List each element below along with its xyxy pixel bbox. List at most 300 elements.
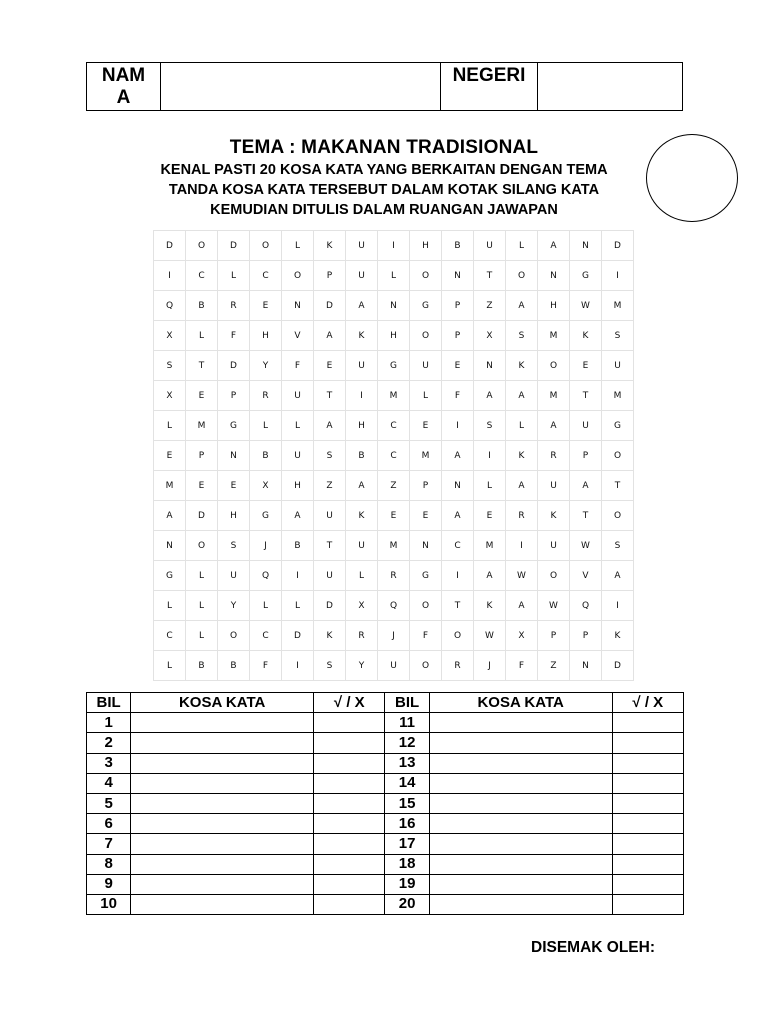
- nama-field[interactable]: [161, 63, 441, 111]
- grid-cell[interactable]: B: [186, 651, 218, 681]
- page-title: TEMA : MAKANAN TRADISIONAL: [229, 137, 539, 158]
- grid-cell[interactable]: I: [442, 561, 474, 591]
- answer-table: [86, 692, 684, 915]
- grid-cell[interactable]: O: [410, 591, 442, 621]
- grid-cell[interactable]: F: [218, 321, 250, 351]
- grid-cell[interactable]: M: [474, 531, 506, 561]
- kosa-kata-field[interactable]: [131, 773, 314, 793]
- grid-cell[interactable]: K: [506, 351, 538, 381]
- grid-cell[interactable]: U: [474, 231, 506, 261]
- grid-cell[interactable]: K: [506, 441, 538, 471]
- grid-cell[interactable]: E: [186, 471, 218, 501]
- mark-field[interactable]: [612, 773, 683, 793]
- grid-cell[interactable]: J: [250, 531, 282, 561]
- kosa-kata-field[interactable]: [131, 854, 314, 874]
- grid-cell[interactable]: R: [442, 651, 474, 681]
- grid-cell[interactable]: T: [570, 381, 602, 411]
- grid-cell[interactable]: U: [410, 351, 442, 381]
- grid-cell[interactable]: S: [154, 351, 186, 381]
- grid-cell[interactable]: A: [506, 291, 538, 321]
- grid-cell[interactable]: P: [442, 321, 474, 351]
- grid-cell[interactable]: Y: [218, 591, 250, 621]
- grid-cell[interactable]: U: [314, 501, 346, 531]
- grid-cell[interactable]: D: [602, 651, 634, 681]
- grid-cell[interactable]: A: [506, 591, 538, 621]
- grid-cell[interactable]: F: [250, 651, 282, 681]
- grid-cell[interactable]: T: [442, 591, 474, 621]
- grid-cell[interactable]: I: [602, 591, 634, 621]
- grid-cell[interactable]: G: [378, 351, 410, 381]
- grid-cell[interactable]: T: [602, 471, 634, 501]
- grid-cell[interactable]: T: [314, 531, 346, 561]
- grid-cell[interactable]: K: [602, 621, 634, 651]
- grid-cell[interactable]: G: [410, 561, 442, 591]
- grid-cell[interactable]: D: [314, 291, 346, 321]
- grid-cell[interactable]: A: [538, 411, 570, 441]
- grid-cell[interactable]: A: [346, 291, 378, 321]
- grid-cell[interactable]: O: [410, 321, 442, 351]
- kosa-kata-field[interactable]: [429, 773, 612, 793]
- mark-field[interactable]: [612, 874, 683, 894]
- grid-cell[interactable]: R: [218, 291, 250, 321]
- kosa-kata-field[interactable]: [131, 874, 314, 894]
- grid-cell[interactable]: U: [378, 651, 410, 681]
- grid-cell[interactable]: Q: [570, 591, 602, 621]
- score-circle: [646, 134, 738, 222]
- grid-cell[interactable]: X: [250, 471, 282, 501]
- grid-cell[interactable]: D: [186, 501, 218, 531]
- kosa-kata-field[interactable]: [429, 854, 612, 874]
- grid-cell[interactable]: O: [218, 621, 250, 651]
- bil-number: 5: [87, 793, 131, 813]
- grid-cell[interactable]: U: [602, 351, 634, 381]
- grid-cell[interactable]: L: [282, 591, 314, 621]
- grid-cell[interactable]: E: [410, 501, 442, 531]
- kosa-kata-field[interactable]: [429, 753, 612, 773]
- grid-cell[interactable]: F: [506, 651, 538, 681]
- mark-field[interactable]: [314, 854, 385, 874]
- mark-field[interactable]: [612, 793, 683, 813]
- grid-cell[interactable]: X: [506, 621, 538, 651]
- grid-cell[interactable]: H: [538, 291, 570, 321]
- grid-cell[interactable]: X: [154, 321, 186, 351]
- grid-cell[interactable]: P: [570, 441, 602, 471]
- grid-cell[interactable]: L: [474, 471, 506, 501]
- grid-cell[interactable]: H: [378, 321, 410, 351]
- bil-number: 16: [385, 814, 429, 834]
- grid-cell[interactable]: O: [506, 261, 538, 291]
- bil-number: 14: [385, 773, 429, 793]
- grid-cell[interactable]: P: [314, 261, 346, 291]
- grid-cell[interactable]: N: [282, 291, 314, 321]
- grid-cell[interactable]: O: [250, 231, 282, 261]
- grid-cell[interactable]: I: [506, 531, 538, 561]
- kosa-kata-field[interactable]: [429, 733, 612, 753]
- grid-cell[interactable]: S: [474, 411, 506, 441]
- grid-cell[interactable]: U: [538, 471, 570, 501]
- grid-cell[interactable]: T: [186, 351, 218, 381]
- grid-cell[interactable]: T: [314, 381, 346, 411]
- grid-cell[interactable]: A: [346, 471, 378, 501]
- grid-cell[interactable]: P: [442, 291, 474, 321]
- grid-cell[interactable]: U: [570, 411, 602, 441]
- grid-cell[interactable]: E: [218, 471, 250, 501]
- grid-row: [154, 291, 634, 321]
- kosa-kata-field[interactable]: [131, 793, 314, 813]
- grid-cell[interactable]: K: [314, 621, 346, 651]
- grid-cell[interactable]: U: [346, 261, 378, 291]
- grid-cell[interactable]: A: [314, 321, 346, 351]
- grid-cell[interactable]: L: [186, 621, 218, 651]
- grid-cell[interactable]: M: [154, 471, 186, 501]
- nama-label: NAMA: [87, 63, 161, 111]
- grid-cell[interactable]: U: [346, 231, 378, 261]
- grid-cell[interactable]: Q: [378, 591, 410, 621]
- grid-cell[interactable]: A: [442, 501, 474, 531]
- mark-field[interactable]: [612, 894, 683, 914]
- grid-cell[interactable]: W: [570, 291, 602, 321]
- grid-cell[interactable]: D: [314, 591, 346, 621]
- grid-cell[interactable]: S: [602, 531, 634, 561]
- grid-cell[interactable]: P: [218, 381, 250, 411]
- grid-cell[interactable]: O: [282, 261, 314, 291]
- grid-cell[interactable]: U: [218, 561, 250, 591]
- grid-cell[interactable]: O: [602, 441, 634, 471]
- grid-cell[interactable]: L: [186, 561, 218, 591]
- grid-cell[interactable]: A: [442, 441, 474, 471]
- grid-cell[interactable]: W: [506, 561, 538, 591]
- grid-cell[interactable]: O: [538, 351, 570, 381]
- grid-cell[interactable]: F: [442, 381, 474, 411]
- grid-cell[interactable]: C: [378, 441, 410, 471]
- grid-cell[interactable]: Z: [538, 651, 570, 681]
- grid-cell[interactable]: G: [602, 411, 634, 441]
- grid-cell[interactable]: O: [410, 651, 442, 681]
- grid-cell[interactable]: S: [506, 321, 538, 351]
- mark-field[interactable]: [612, 834, 683, 854]
- grid-cell[interactable]: M: [602, 291, 634, 321]
- grid-cell[interactable]: W: [538, 591, 570, 621]
- grid-cell[interactable]: C: [154, 621, 186, 651]
- grid-cell[interactable]: G: [250, 501, 282, 531]
- kosa-kata-field[interactable]: [131, 733, 314, 753]
- grid-cell[interactable]: L: [346, 561, 378, 591]
- grid-cell[interactable]: A: [538, 231, 570, 261]
- grid-cell[interactable]: V: [282, 321, 314, 351]
- bil-number: 20: [385, 894, 429, 914]
- kosa-kata-field[interactable]: [429, 894, 612, 914]
- grid-cell[interactable]: B: [442, 231, 474, 261]
- mark-field[interactable]: [314, 733, 385, 753]
- grid-cell[interactable]: K: [474, 591, 506, 621]
- grid-cell[interactable]: G: [218, 411, 250, 441]
- grid-cell[interactable]: A: [474, 561, 506, 591]
- grid-cell[interactable]: I: [282, 561, 314, 591]
- grid-cell[interactable]: I: [346, 381, 378, 411]
- grid-cell[interactable]: P: [186, 441, 218, 471]
- grid-row: [154, 501, 634, 531]
- grid-cell[interactable]: O: [186, 231, 218, 261]
- grid-cell[interactable]: S: [218, 531, 250, 561]
- grid-cell[interactable]: Z: [378, 471, 410, 501]
- grid-cell[interactable]: F: [410, 621, 442, 651]
- mark-field[interactable]: [314, 894, 385, 914]
- grid-cell[interactable]: U: [538, 531, 570, 561]
- grid-cell[interactable]: H: [218, 501, 250, 531]
- grid-cell[interactable]: E: [378, 501, 410, 531]
- grid-cell[interactable]: J: [474, 651, 506, 681]
- negeri-field[interactable]: [538, 63, 683, 111]
- grid-cell[interactable]: M: [186, 411, 218, 441]
- grid-cell[interactable]: R: [538, 441, 570, 471]
- grid-cell[interactable]: Y: [346, 651, 378, 681]
- grid-cell[interactable]: A: [474, 381, 506, 411]
- grid-cell[interactable]: L: [410, 381, 442, 411]
- kosa-kata-field[interactable]: [429, 713, 612, 733]
- grid-cell[interactable]: E: [410, 411, 442, 441]
- grid-cell[interactable]: I: [154, 261, 186, 291]
- grid-cell[interactable]: L: [154, 591, 186, 621]
- grid-cell[interactable]: E: [474, 501, 506, 531]
- bil-number: 15: [385, 793, 429, 813]
- grid-cell[interactable]: N: [474, 351, 506, 381]
- mark-field[interactable]: [314, 753, 385, 773]
- grid-cell[interactable]: L: [282, 411, 314, 441]
- grid-cell[interactable]: H: [250, 321, 282, 351]
- grid-cell[interactable]: U: [282, 381, 314, 411]
- bil-number: 10: [87, 894, 131, 914]
- grid-cell[interactable]: U: [314, 561, 346, 591]
- grid-cell[interactable]: Z: [474, 291, 506, 321]
- grid-cell[interactable]: N: [378, 291, 410, 321]
- grid-cell[interactable]: C: [250, 621, 282, 651]
- grid-cell[interactable]: C: [442, 531, 474, 561]
- grid-cell[interactable]: A: [154, 501, 186, 531]
- grid-cell[interactable]: G: [154, 561, 186, 591]
- grid-cell[interactable]: L: [378, 261, 410, 291]
- grid-cell[interactable]: L: [250, 411, 282, 441]
- grid-cell[interactable]: U: [346, 531, 378, 561]
- grid-cell[interactable]: U: [346, 351, 378, 381]
- word-search-grid: [153, 230, 634, 681]
- grid-cell[interactable]: C: [378, 411, 410, 441]
- grid-cell[interactable]: M: [538, 321, 570, 351]
- grid-cell[interactable]: E: [442, 351, 474, 381]
- kosa-kata-field[interactable]: [429, 874, 612, 894]
- grid-cell[interactable]: N: [570, 651, 602, 681]
- grid-cell[interactable]: D: [154, 231, 186, 261]
- mark-field[interactable]: [612, 814, 683, 834]
- grid-cell[interactable]: N: [442, 261, 474, 291]
- grid-cell[interactable]: M: [378, 381, 410, 411]
- answer-row: [87, 793, 684, 813]
- bil-number: 18: [385, 854, 429, 874]
- grid-cell[interactable]: I: [378, 231, 410, 261]
- grid-cell[interactable]: R: [378, 561, 410, 591]
- grid-row: [154, 621, 634, 651]
- grid-cell[interactable]: Z: [314, 471, 346, 501]
- kosa-kata-field[interactable]: [131, 834, 314, 854]
- grid-cell[interactable]: N: [442, 471, 474, 501]
- grid-cell[interactable]: T: [570, 501, 602, 531]
- grid-cell[interactable]: P: [570, 621, 602, 651]
- grid-cell[interactable]: O: [410, 261, 442, 291]
- grid-cell[interactable]: P: [538, 621, 570, 651]
- mark-field[interactable]: [314, 814, 385, 834]
- grid-cell[interactable]: B: [282, 531, 314, 561]
- grid-cell[interactable]: H: [282, 471, 314, 501]
- kosa-kata-field[interactable]: [131, 814, 314, 834]
- grid-cell[interactable]: X: [154, 381, 186, 411]
- header-mark-left: √ / X: [314, 693, 385, 713]
- grid-cell[interactable]: I: [442, 411, 474, 441]
- grid-cell[interactable]: S: [314, 441, 346, 471]
- grid-cell[interactable]: S: [602, 321, 634, 351]
- grid-cell[interactable]: D: [218, 351, 250, 381]
- grid-cell[interactable]: B: [218, 651, 250, 681]
- kosa-kata-field[interactable]: [429, 834, 612, 854]
- grid-cell[interactable]: Q: [154, 291, 186, 321]
- mark-field[interactable]: [612, 713, 683, 733]
- grid-cell[interactable]: M: [410, 441, 442, 471]
- grid-row: [154, 261, 634, 291]
- grid-cell[interactable]: A: [282, 501, 314, 531]
- grid-cell[interactable]: K: [538, 501, 570, 531]
- grid-cell[interactable]: M: [602, 381, 634, 411]
- kosa-kata-field[interactable]: [131, 753, 314, 773]
- bil-number: 8: [87, 854, 131, 874]
- grid-cell[interactable]: N: [154, 531, 186, 561]
- grid-cell[interactable]: M: [538, 381, 570, 411]
- grid-cell[interactable]: K: [314, 231, 346, 261]
- grid-cell[interactable]: L: [186, 321, 218, 351]
- mark-field[interactable]: [314, 713, 385, 733]
- grid-cell[interactable]: O: [602, 501, 634, 531]
- grid-cell[interactable]: A: [506, 471, 538, 501]
- bil-number: 6: [87, 814, 131, 834]
- disemak-label: DISEMAK OLEH:: [531, 939, 655, 956]
- bil-number: 17: [385, 834, 429, 854]
- grid-cell[interactable]: G: [410, 291, 442, 321]
- grid-cell[interactable]: A: [570, 471, 602, 501]
- grid-cell[interactable]: C: [186, 261, 218, 291]
- grid-cell[interactable]: A: [314, 411, 346, 441]
- grid-cell[interactable]: K: [570, 321, 602, 351]
- answer-row: [87, 814, 684, 834]
- grid-cell[interactable]: K: [346, 321, 378, 351]
- grid-cell[interactable]: L: [154, 411, 186, 441]
- grid-cell[interactable]: H: [410, 231, 442, 261]
- grid-cell[interactable]: L: [186, 591, 218, 621]
- mark-field[interactable]: [314, 793, 385, 813]
- kosa-kata-field[interactable]: [131, 713, 314, 733]
- mark-field[interactable]: [314, 874, 385, 894]
- grid-cell[interactable]: E: [250, 291, 282, 321]
- answer-row: [87, 713, 684, 733]
- grid-cell[interactable]: R: [250, 381, 282, 411]
- grid-cell[interactable]: G: [570, 261, 602, 291]
- grid-cell[interactable]: N: [538, 261, 570, 291]
- grid-cell[interactable]: A: [602, 561, 634, 591]
- grid-cell[interactable]: L: [506, 231, 538, 261]
- header-kosa-kata-right: KOSA KATA: [429, 693, 612, 713]
- grid-cell[interactable]: R: [506, 501, 538, 531]
- grid-cell[interactable]: I: [602, 261, 634, 291]
- grid-cell[interactable]: J: [378, 621, 410, 651]
- answer-row: [87, 733, 684, 753]
- grid-cell[interactable]: T: [474, 261, 506, 291]
- grid-cell[interactable]: L: [218, 261, 250, 291]
- grid-cell[interactable]: D: [282, 621, 314, 651]
- answer-row: [87, 834, 684, 854]
- grid-cell[interactable]: N: [410, 531, 442, 561]
- mark-field[interactable]: [612, 854, 683, 874]
- grid-cell[interactable]: R: [346, 621, 378, 651]
- kosa-kata-field[interactable]: [429, 793, 612, 813]
- bil-number: 7: [87, 834, 131, 854]
- grid-cell[interactable]: I: [282, 651, 314, 681]
- grid-cell[interactable]: B: [186, 291, 218, 321]
- grid-cell[interactable]: L: [154, 651, 186, 681]
- grid-cell[interactable]: B: [346, 441, 378, 471]
- mark-field[interactable]: [612, 753, 683, 773]
- mark-field[interactable]: [314, 773, 385, 793]
- grid-cell[interactable]: D: [602, 231, 634, 261]
- grid-cell[interactable]: L: [250, 591, 282, 621]
- grid-cell[interactable]: W: [570, 531, 602, 561]
- mark-field[interactable]: [612, 733, 683, 753]
- grid-cell[interactable]: O: [442, 621, 474, 651]
- grid-cell[interactable]: O: [538, 561, 570, 591]
- grid-cell[interactable]: I: [474, 441, 506, 471]
- grid-cell[interactable]: O: [186, 531, 218, 561]
- grid-cell[interactable]: H: [346, 411, 378, 441]
- grid-cell[interactable]: A: [506, 381, 538, 411]
- grid-cell[interactable]: F: [282, 351, 314, 381]
- grid-cell[interactable]: Y: [250, 351, 282, 381]
- grid-cell[interactable]: E: [154, 441, 186, 471]
- mark-field[interactable]: [314, 834, 385, 854]
- grid-cell[interactable]: N: [570, 231, 602, 261]
- grid-cell[interactable]: N: [218, 441, 250, 471]
- grid-cell[interactable]: W: [474, 621, 506, 651]
- grid-cell[interactable]: U: [282, 441, 314, 471]
- grid-cell[interactable]: E: [314, 351, 346, 381]
- bil-number: 12: [385, 733, 429, 753]
- grid-cell[interactable]: E: [186, 381, 218, 411]
- grid-cell[interactable]: K: [346, 501, 378, 531]
- grid-cell[interactable]: X: [474, 321, 506, 351]
- grid-cell[interactable]: E: [570, 351, 602, 381]
- grid-cell[interactable]: P: [410, 471, 442, 501]
- header-table: [86, 62, 683, 111]
- grid-cell[interactable]: L: [506, 411, 538, 441]
- grid-cell[interactable]: C: [250, 261, 282, 291]
- grid-cell[interactable]: D: [218, 231, 250, 261]
- grid-cell[interactable]: B: [250, 441, 282, 471]
- grid-cell[interactable]: V: [570, 561, 602, 591]
- grid-cell[interactable]: Q: [250, 561, 282, 591]
- bil-number: 4: [87, 773, 131, 793]
- grid-cell[interactable]: L: [282, 231, 314, 261]
- kosa-kata-field[interactable]: [131, 894, 314, 914]
- grid-cell[interactable]: S: [314, 651, 346, 681]
- grid-cell[interactable]: M: [378, 531, 410, 561]
- grid-cell[interactable]: X: [346, 591, 378, 621]
- answer-row: [87, 854, 684, 874]
- grid-row: [154, 411, 634, 441]
- kosa-kata-field[interactable]: [429, 814, 612, 834]
